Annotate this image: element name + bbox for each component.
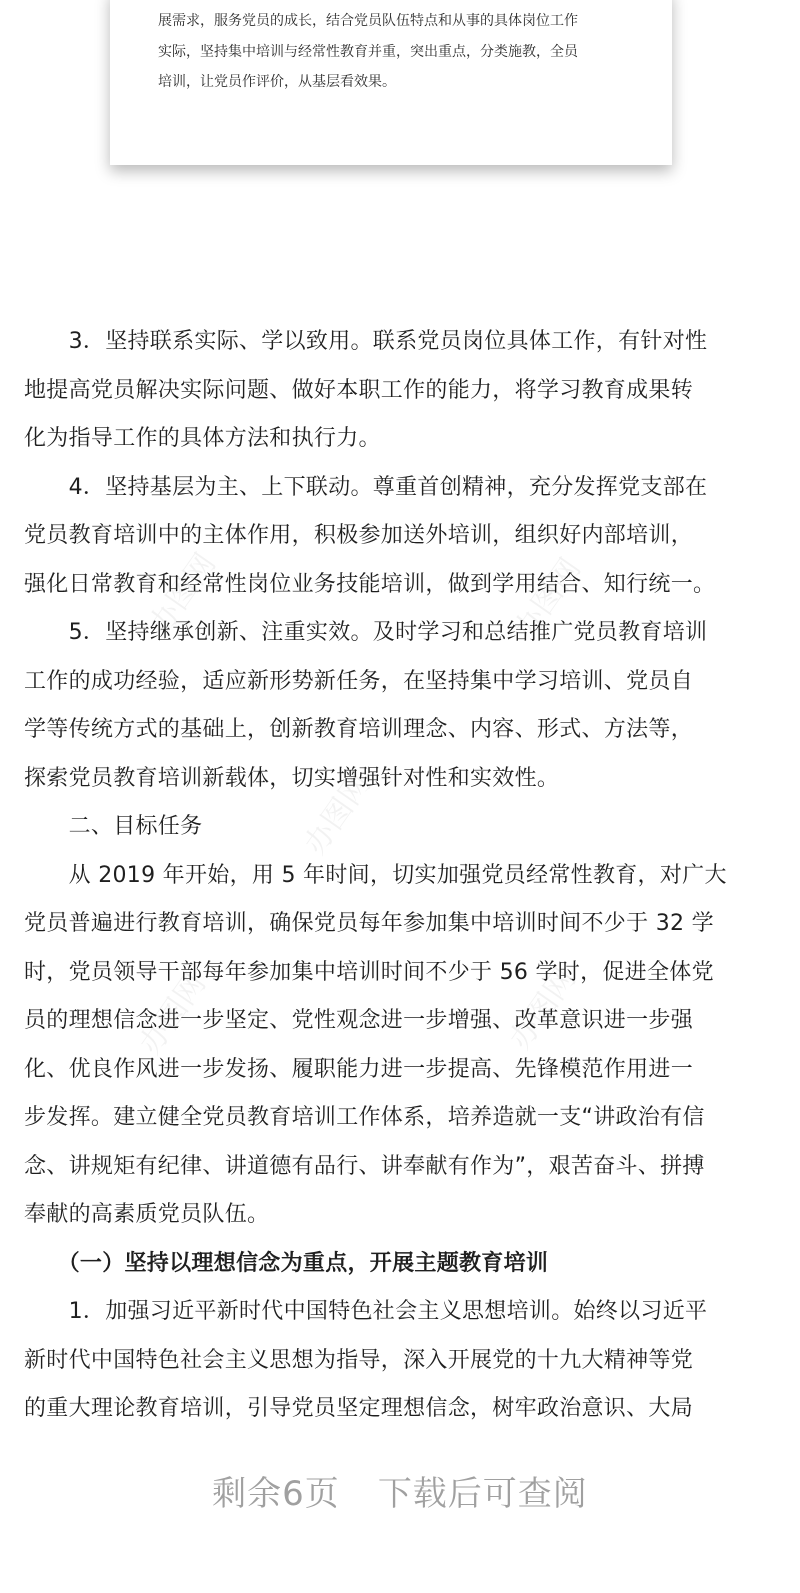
watermark: 办图网 (132, 967, 214, 1061)
download-prompt[interactable] (0, 1466, 800, 1515)
download-to-read-label: 下载后可查阅 (377, 1474, 588, 1514)
section-heading: 二、目标任务 (24, 814, 203, 839)
body-line: 5．坚持继承创新、注重实效。及时学习和总结推广党员教育培训 (24, 620, 708, 645)
document-body (24, 318, 772, 1434)
body-line: 党员教育培训中的主体作用，积极参加送外培训，组织好内部培训， (24, 523, 694, 548)
body-line: 的重大理论教育培训，引导党员坚定理想信念，树牢政治意识、大局 (24, 1396, 694, 1421)
body-line: 时，党员领导干部每年参加集中培训时间不少于 56 学时，促进全体党 (24, 959, 714, 985)
body-line: 地提高党员解决实际问题、做好本职工作的能力，将学习教育成果转 (24, 377, 694, 403)
body-line: 新时代中国特色社会主义思想为指导，深入开展党的十九大精神等党 (24, 1347, 694, 1373)
body-line: 从 2019 年开始，用 5 年时间，切实加强党员经常性教育，对广大 (24, 862, 727, 888)
body-line: 党员普遍进行教育培训，确保党员每年参加集中培训时间不少于 32 学 (24, 911, 714, 936)
preview-card (110, 0, 672, 165)
card-line: 培训，让党员作评价，从基层看效果。 (158, 74, 396, 90)
card-text (158, 6, 638, 98)
remaining-pages-label: 剩余6页 (212, 1474, 340, 1514)
body-line: 奉献的高素质党员队伍。 (24, 1202, 270, 1227)
body-line: 步发挥。建立健全党员教育培训工作体系，培养造就一支“讲政治有信 (24, 1105, 705, 1130)
body-line: 念、讲规矩有纪律、讲道德有品行、讲奉献有作为”，艰苦奋斗、拼搏 (24, 1153, 705, 1179)
body-line: 1．加强习近平新时代中国特色社会主义思想培训。始终以习近平 (24, 1299, 708, 1324)
body-line: 学等传统方式的基础上，创新教育培训理念、内容、形式、方法等， (24, 717, 694, 742)
body-line: 探索党员教育培训新载体，切实增强针对性和实效性。 (24, 765, 560, 791)
card-line: 实际，坚持集中培训与经常性教育并重，突出重点，分类施教，全员 (158, 43, 578, 60)
watermark: 办图网 (142, 547, 224, 641)
body-line: 化、优良作风进一步发扬、履职能力进一步提高、先锋模范作用进一 (24, 1056, 694, 1082)
body-line: 4．坚持基层为主、上下联动。尊重首创精神，充分发挥党支部在 (24, 474, 708, 500)
subsection-heading: （一）坚持以理想信念为重点，开展主题教育培训 (24, 1250, 549, 1276)
body-line: 强化日常教育和经常性岗位业务技能培训，做到学用结合、知行统一。 (24, 571, 716, 597)
body-line: 工作的成功经验，适应新形势新任务，在坚持集中学习培训、党员自 (24, 668, 694, 694)
card-line: 展需求，服务党员的成长，结合党员队伍特点和从事的具体岗位工作 (158, 13, 578, 29)
body-line: 员的理想信念进一步坚定、党性观念进一步增强、改革意识进一步强 (24, 1008, 694, 1033)
body-line: 3．坚持联系实际、学以致用。联系党员岗位具体工作，有针对性 (24, 329, 708, 354)
watermark: 办图网 (297, 767, 379, 861)
body-line: 化为指导工作的具体方法和执行力。 (24, 426, 381, 451)
watermark: 办图网 (507, 552, 589, 646)
watermark: 办图网 (502, 962, 584, 1056)
